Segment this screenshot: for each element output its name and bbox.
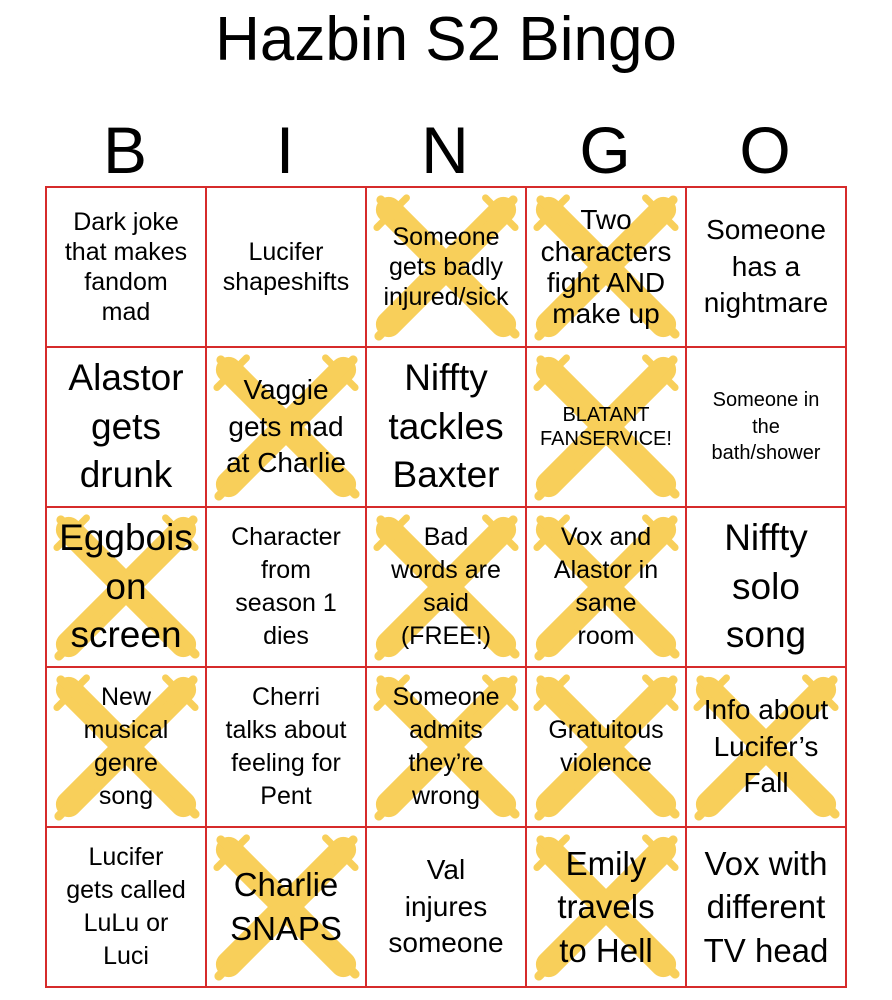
bingo-cell[interactable]: [206, 667, 366, 827]
bingo-cell[interactable]: [686, 667, 846, 827]
cell-text: Niffty tackles Baxter: [388, 356, 504, 496]
cell-text: New musical genre song: [83, 683, 169, 810]
cell-text: Gratuitous violence: [548, 716, 664, 777]
cell-text: Bad words are said (FREE!): [391, 523, 501, 650]
cell-text: Two characters fight AND make up: [540, 204, 672, 330]
letter-g: G: [579, 113, 631, 187]
cell-text: Eggbois on screen: [59, 516, 193, 656]
bingo-card-grid: [45, 186, 847, 988]
bingo-cell[interactable]: [46, 347, 206, 507]
bingo-cell[interactable]: [526, 187, 686, 347]
letter-o: O: [739, 113, 791, 187]
cell-text: Vox and Alastor in same room: [553, 523, 659, 650]
bingo-cell[interactable]: [206, 507, 366, 667]
bingo-cell[interactable]: [366, 667, 526, 827]
bingo-cell[interactable]: [526, 507, 686, 667]
letter-i: I: [275, 113, 295, 187]
bingo-cell[interactable]: [206, 347, 366, 507]
bingo-cell[interactable]: [46, 827, 206, 987]
bingo-title: Hazbin S2 Bingo: [215, 5, 677, 74]
bingo-cell[interactable]: [686, 507, 846, 667]
bingo-cell[interactable]: [526, 667, 686, 827]
bingo-cell[interactable]: [686, 827, 846, 987]
cell-text: Character from season 1 dies: [231, 523, 341, 650]
cell-text: Someone in the bath/shower: [711, 389, 821, 465]
cell-text: Lucifer gets called LuLu or Luci: [66, 843, 186, 970]
bingo-cell[interactable]: [686, 347, 846, 507]
bingo-cell[interactable]: [366, 827, 526, 987]
cell-text: Val injures someone: [388, 853, 504, 959]
cell-text: Someone has a nightmare: [703, 213, 829, 319]
bingo-cell[interactable]: [206, 187, 366, 347]
cell-text: Niffty solo song: [724, 516, 808, 656]
bingo-cell[interactable]: [366, 187, 526, 347]
cell-text: Info about Lucifer’s Fall: [703, 693, 829, 799]
cell-text: Someone gets badly injured/sick: [383, 223, 509, 311]
bingo-cell[interactable]: [46, 507, 206, 667]
bingo-cell[interactable]: [46, 187, 206, 347]
bingo-letters-header: [45, 112, 845, 188]
cell-text: Charlie SNAPS: [230, 866, 342, 947]
cell-text: Vox with different TV head: [703, 844, 829, 969]
cell-text: Alastor gets drunk: [68, 356, 184, 496]
bingo-cell[interactable]: [686, 187, 846, 347]
letter-b: B: [102, 113, 148, 187]
cell-text: Cherri talks about feeling for Pent: [225, 683, 347, 810]
cell-text: Vaggie gets mad at Charlie: [226, 373, 346, 479]
bingo-cell[interactable]: [46, 667, 206, 827]
bingo-cell[interactable]: [366, 507, 526, 667]
cell-text: Lucifer shapeshifts: [222, 238, 350, 296]
cell-text: Someone admits they’re wrong: [392, 683, 500, 810]
cell-text: Emily travels to Hell: [557, 844, 655, 969]
bingo-cell[interactable]: [206, 827, 366, 987]
cell-text: BLATANT FANSERVICE!: [540, 404, 672, 450]
cell-text: Dark joke that makes fandom mad: [64, 208, 188, 326]
bingo-cell[interactable]: [526, 347, 686, 507]
bingo-cell[interactable]: [366, 347, 526, 507]
letter-n: N: [421, 113, 469, 187]
bingo-cell[interactable]: [526, 827, 686, 987]
